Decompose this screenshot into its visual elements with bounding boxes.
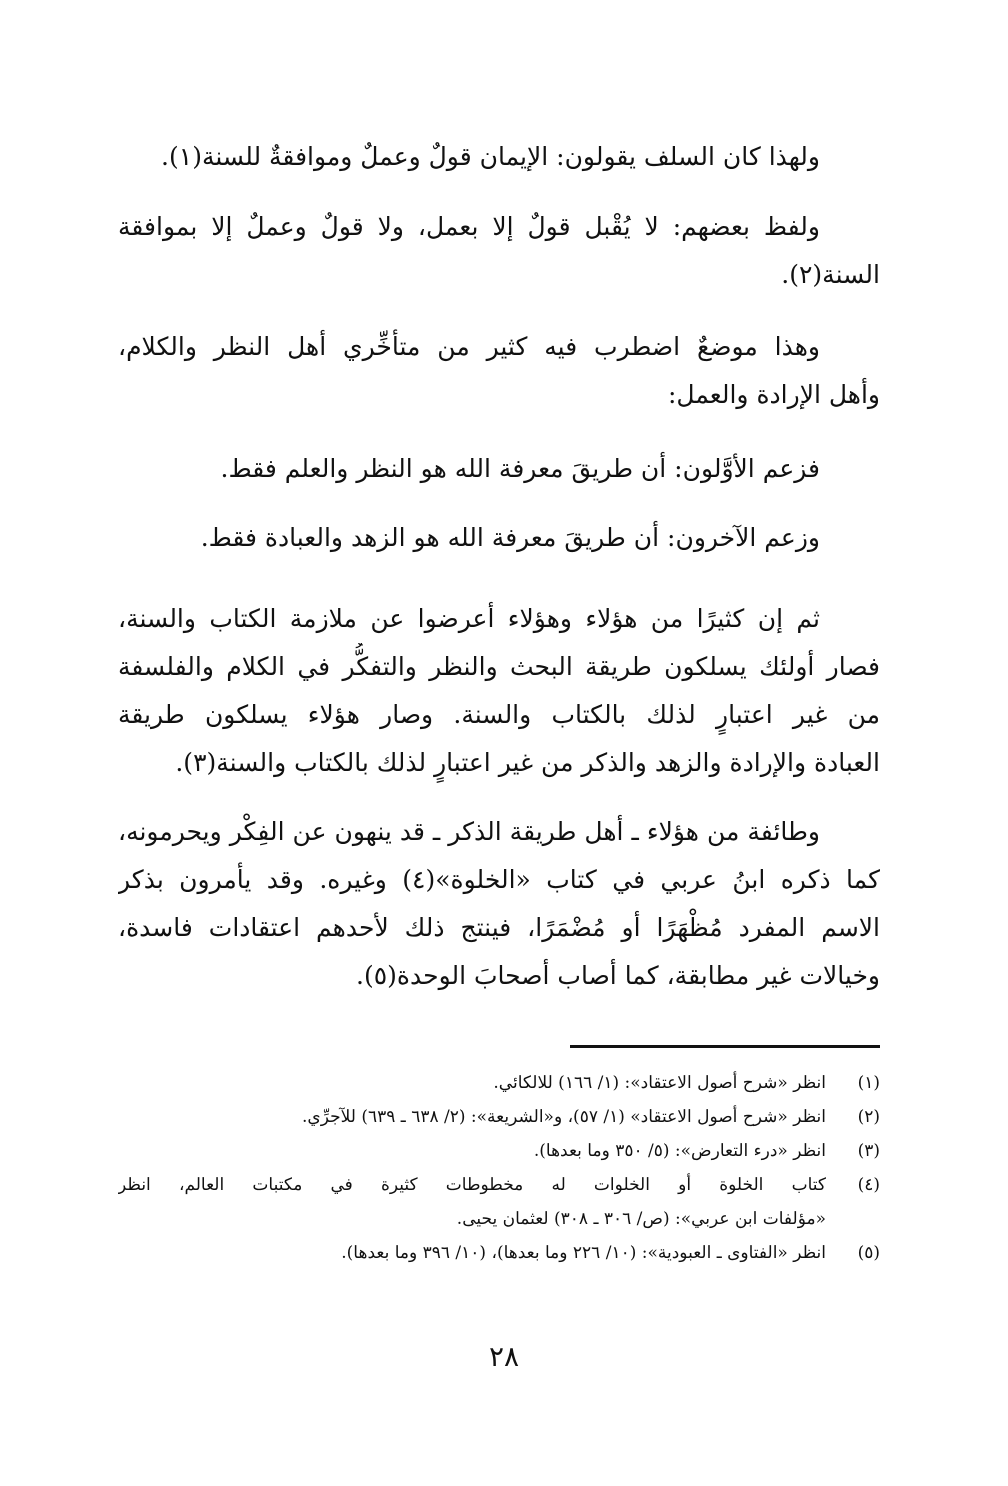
footnote-text: انظر «شرح أصول الاعتقاد»: (١/ ١٦٦) للالكائي. xyxy=(493,1073,826,1093)
paragraph-line: كما ذكره ابنُ عربي في كتاب «الخلوة»(٤) وغيره. وقد يأمرون بذكر xyxy=(118,865,880,894)
footnote-5 xyxy=(118,1236,880,1270)
paragraph-1 xyxy=(118,133,880,181)
footnote-text: انظر «الفتاوى ـ العبودية»: (١٠/ ٢٢٦ وما بعدها)، (١٠/ ٣٩٦ وما بعدها). xyxy=(341,1243,826,1263)
paragraph-line: العبادة والإرادة والزهد والذكر من غير اعتبارٍ لذلك بالكتاب والسنة(٣). xyxy=(175,748,880,777)
paragraph-6 xyxy=(118,595,880,787)
paragraph-4 xyxy=(118,445,880,493)
footnote-1 xyxy=(118,1066,880,1100)
paragraph-line: وهذا موضعٌ اضطرب فيه كثير من متأخِّري أهل النظر والكلام، xyxy=(118,332,820,361)
paragraph-line: فزعم الأوَّلون: أن طريقَ معرفة الله هو النظر والعلم فقط. xyxy=(220,454,820,483)
paragraph-line: وزعم الآخرون: أن طريقَ معرفة الله هو الزهد والعبادة فقط. xyxy=(200,523,820,552)
footnote-text: انظر «درء التعارض»: (٥/ ٣٥٠ وما بعدها). xyxy=(533,1141,826,1161)
footnote-number: (٢) xyxy=(857,1107,880,1127)
paragraph-2 xyxy=(118,203,880,299)
footnote-text: «مؤلفات ابن عربي»: (ص/ ٣٠٦ ـ ٣٠٨) لعثمان يحيى. xyxy=(456,1209,826,1229)
paragraph-line: الاسم المفرد مُظْهَرًا أو مُضْمَرًا، فينتج ذلك لأحدهم اعتقادات فاسدة، xyxy=(118,913,880,942)
paragraph-7 xyxy=(118,808,880,1000)
paragraph-line: من غير اعتبارٍ لذلك بالكتاب والسنة. وصار هؤلاء يسلكون طريقة xyxy=(118,700,880,729)
paragraph-3 xyxy=(118,323,880,419)
footnote-number: (١) xyxy=(857,1073,880,1093)
footnote-text: انظر «شرح أصول الاعتقاد» (١/ ٥٧)، و«الشريعة»: (٢/ ٦٣٨ ـ ٦٣٩) للآجرِّي. xyxy=(302,1107,826,1127)
footnote-separator xyxy=(570,1045,880,1048)
paragraph-line: وطائفة من هؤلاء ـ أهل طريقة الذكر ـ قد ينهون عن الفِكْر ويحرمونه، xyxy=(118,817,820,846)
paragraph-line: فصار أولئك يسلكون طريقة البحث والنظر والتفكُّر في الكلام والفلسفة xyxy=(118,652,880,681)
footnote-number: (٥) xyxy=(857,1243,880,1263)
footnote-number: (٣) xyxy=(857,1141,880,1161)
paragraph-line: ولهذا كان السلف يقولون: الإيمان قولٌ وعملٌ وموافقةٌ للسنة(١). xyxy=(161,142,820,171)
footnote-text: كتاب الخلوة أو الخلوات له مخطوطات كثيرة في مكتبات العالم، انظر xyxy=(118,1175,826,1195)
footnote-4 xyxy=(118,1168,880,1202)
paragraph-line: وأهل الإرادة والعمل: xyxy=(668,380,880,409)
footnotes xyxy=(118,1066,880,1270)
footnote-3 xyxy=(118,1134,880,1168)
paragraph-line: وخيالات غير مطابقة، كما أصاب أصحابَ الوحدة(٥). xyxy=(356,961,880,990)
paragraph-line: ثم إن كثيرًا من هؤلاء وهؤلاء أعرضوا عن ملازمة الكتاب والسنة، xyxy=(118,604,820,633)
paragraph-line: ولفظ بعضهم: لا يُقْبل قولٌ إلا بعمل، ولا قولٌ وعملٌ إلا بموافقة xyxy=(118,212,820,241)
footnote-4-continued xyxy=(118,1202,880,1236)
footnote-2 xyxy=(118,1100,880,1134)
page-number: ٢٨ xyxy=(488,1340,520,1373)
footnote-number: (٤) xyxy=(857,1175,880,1195)
paragraph-5 xyxy=(118,514,880,562)
paragraph-line: السنة(٢). xyxy=(781,260,880,289)
